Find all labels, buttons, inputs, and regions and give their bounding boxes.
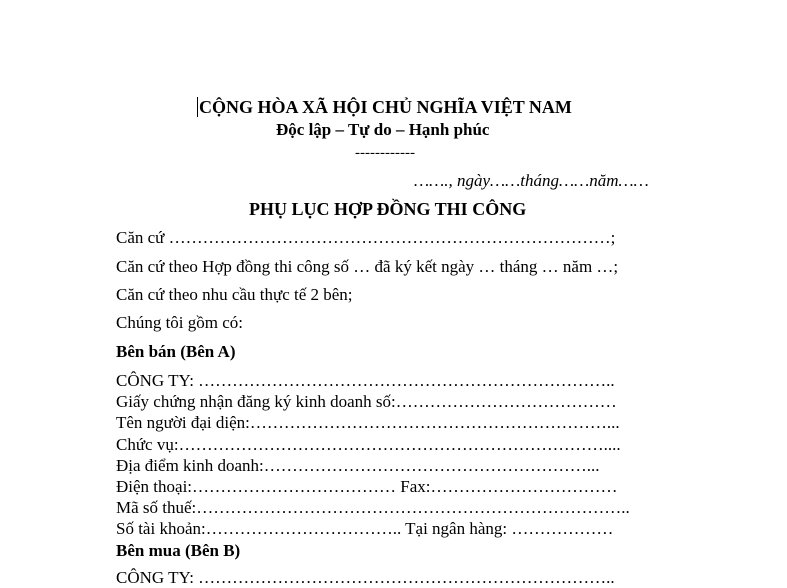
party-a-field: Điện thoại:……………………………… Fax:……………………………	[116, 477, 618, 496]
header-separator: ------------	[355, 145, 415, 161]
party-a-field: Chức vụ:…………………………………………………………………....	[116, 435, 621, 454]
party-a-heading: Bên bán (Bên A)	[116, 342, 236, 361]
party-a-field: Giấy chứng nhận đăng ký kinh doanh số:…………………………………	[116, 392, 617, 411]
country-heading: CỘNG HÒA XÃ HỘI CHỦ NGHĨA VIỆT NAM	[199, 97, 572, 117]
party-a-field: Địa điểm kinh doanh:…………………………………………………...	[116, 456, 600, 475]
preamble-line: Chúng tôi gồm có:	[116, 313, 244, 332]
party-a-field: CÔNG TY: ………………………………………………………………..	[116, 371, 615, 390]
party-a-field: Số tài khoản:…………………………….. Tại ngân hàng: ………………	[116, 519, 614, 538]
party-b-heading: Bên mua (Bên B)	[116, 541, 241, 560]
party-a-field: Tên người đại diện:………………………………………………………...	[116, 413, 620, 432]
party-b-field: CÔNG TY: ………………………………………………………………..	[116, 568, 615, 587]
preamble-line: Căn cứ theo nhu cầu thực tế 2 bên;	[116, 285, 353, 304]
document-title: PHỤ LỤC HỢP ĐỒNG THI CÔNG	[249, 199, 527, 219]
motto-heading: Độc lập – Tự do – Hạnh phúc	[276, 120, 490, 139]
text-cursor	[197, 97, 198, 117]
date-line: ……., ngày……tháng……năm……	[414, 171, 649, 190]
preamble-line: Căn cứ theo Hợp đồng thi công số … đã ký kết ngày … tháng … năm …;	[116, 257, 619, 276]
preamble-line: Căn cứ ……………………………………………………………………;	[116, 228, 616, 247]
party-a-field: Mã số thuế:…………………………………………………………………..	[116, 498, 630, 517]
